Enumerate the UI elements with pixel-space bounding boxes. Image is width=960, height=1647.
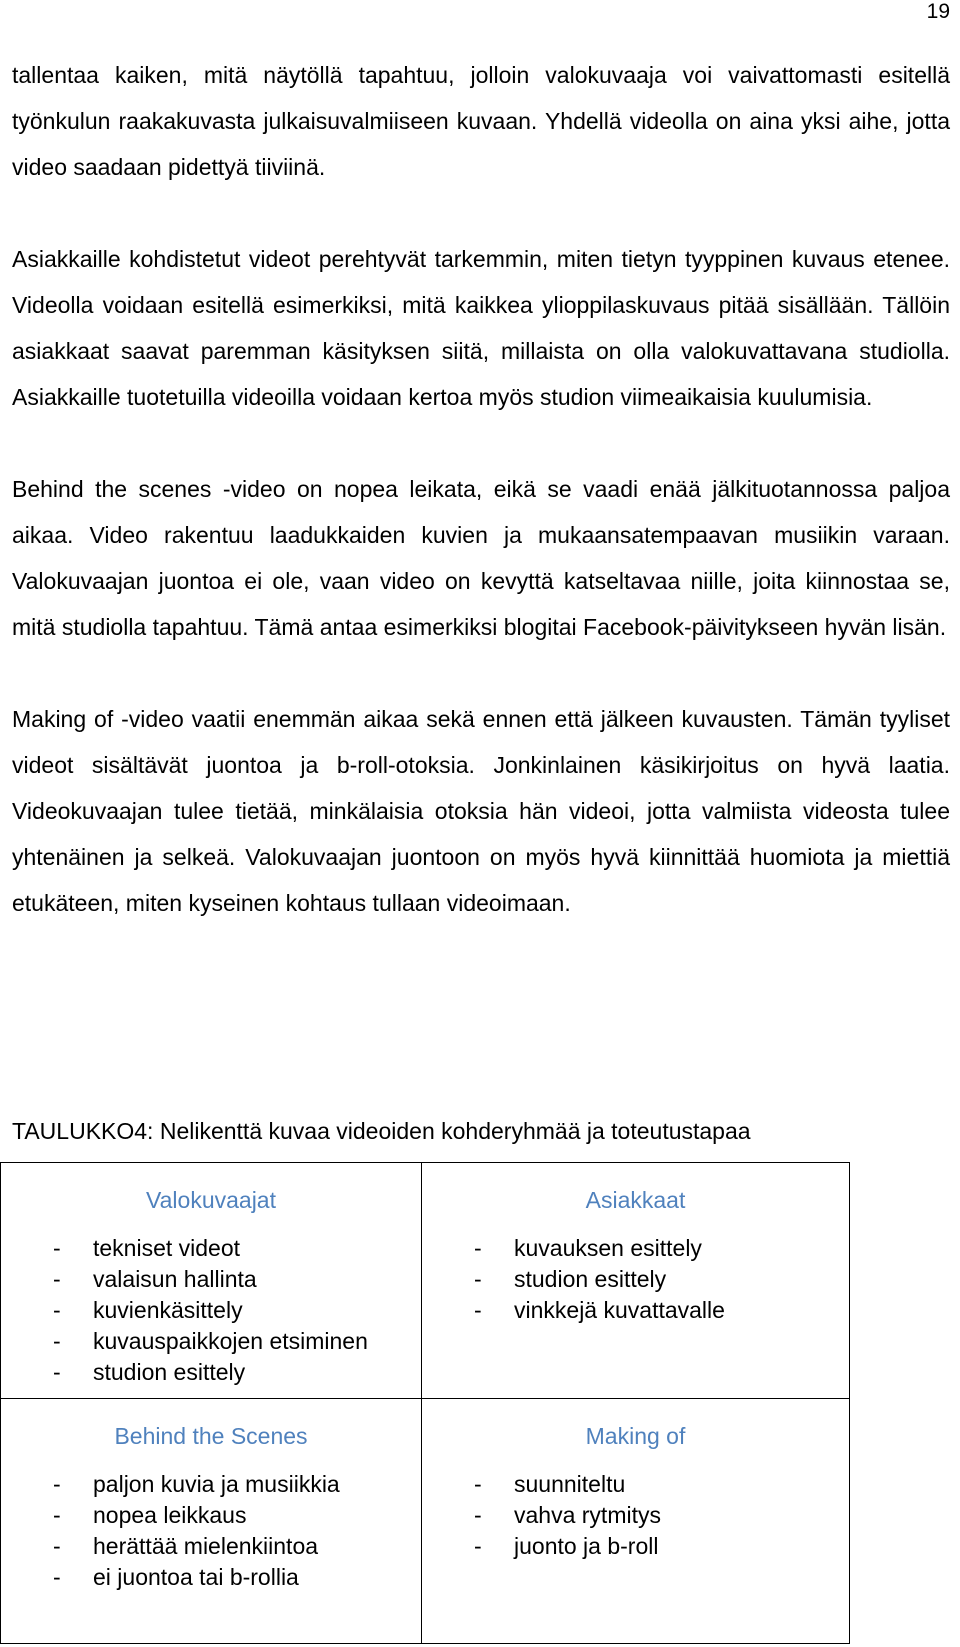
quadrant-table (0, 1162, 850, 1644)
list-item: - ei juontoa tai b-rollia (53, 1564, 299, 1590)
list-item: - kuvienkäsittely (53, 1297, 243, 1323)
list-item: - studion esittely (474, 1266, 667, 1292)
cell-behind-the-scenes (1, 1399, 422, 1644)
list-item: - tekniset videot (53, 1235, 241, 1261)
list-item: - valaisun hallinta (53, 1266, 257, 1292)
cell-heading-photographers: Valokuvaajat (146, 1187, 276, 1213)
paragraph-2: Asiakkaille kohdistetut videot perehtyvät tarkemmin, miten tietyn tyyppinen kuvaus etenee. Videolla voidaan esitellä esimerkiksi, mitä kaikkea ylioppilaskuvaus pitää sisällään. Tällöin asiakkaat saavat paremman käsityksen siitä, millaista on olla valokuvattavana studiolla. Asiakkaille tuotetuilla videoilla voidaan kertoa myös studion viimeaikaisia kuulumisia. (12, 246, 950, 410)
list-item: - vinkkejä kuvattavalle (474, 1297, 725, 1323)
cell-list-behind-the-scenes (1, 1469, 421, 1593)
paragraph-4: Making of -video vaatii enemmän aikaa sekä ennen että jälkeen kuvausten. Tämän tyyliset videot sisältävät juontoa ja b-roll-otoksia. Jonkinlainen käsikirjoitus on hyvä laatia. Videokuvaajan tulee tietää, minkälaisia otoksia hän videoi, jotta valmiista videosta tulee yhtenäinen ja selkeä. Valokuvaajan juontoon on myös hyvä kiinnittää huomiota ja miettiä etukäteen, miten kyseinen kohtaus tullaan videoimaan. (12, 706, 950, 916)
cell-list-customers (422, 1233, 849, 1326)
cell-heading-customers: Asiakkaat (585, 1187, 686, 1213)
cell-list-making-of (422, 1469, 849, 1562)
body-text (12, 52, 950, 974)
cell-heading-making-of: Making of (585, 1423, 686, 1449)
cell-list-photographers (1, 1233, 421, 1388)
paragraph-1: tallentaa kaiken, mitä näytöllä tapahtuu, jolloin valokuvaaja voi vaivattomasti esitellä työnkulun raakakuvasta julkaisuvalmiiseen kuvaan. Yhdellä videolla on aina yksi aihe, jotta video saadaan pidettyä tiiviinä. (12, 62, 950, 180)
cell-making-of (422, 1399, 850, 1644)
table-caption: TAULUKKO4: Nelikenttä kuvaa videoiden kohderyhmää ja toteutustapaa (12, 1118, 751, 1144)
list-item: - nopea leikkaus (53, 1502, 247, 1528)
list-item: - kuvauspaikkojen etsiminen (53, 1328, 368, 1354)
cell-customers (422, 1163, 850, 1399)
list-item: - kuvauksen esittely (474, 1235, 702, 1261)
list-item: - herättää mielenkiintoa (53, 1533, 319, 1559)
list-item: - studion esittely (53, 1359, 246, 1385)
list-item: - juonto ja b-roll (474, 1533, 659, 1559)
page-number: 19 (926, 0, 950, 23)
list-item: - vahva rytmitys (474, 1502, 661, 1528)
cell-heading-behind-the-scenes: Behind the Scenes (114, 1423, 308, 1449)
paragraph-3: Behind the scenes -video on nopea leikata, eikä se vaadi enää jälkituotannossa paljoa aikaa. Video rakentuu laadukkaiden kuvien ja mukaansatempaavan musiikin varaan. Valokuvaajan juontoa ei ole, vaan video on kevyttä katseltavaa niille, joita kiinnostaa se, mitä studiolla tapahtuu. Tämä antaa esimerkiksi blogitai Facebook-päivitykseen hyvän lisän. (12, 476, 950, 640)
cell-photographers (1, 1163, 422, 1399)
list-item: - suunniteltu (474, 1471, 626, 1497)
list-item: - paljon kuvia ja musiikkia (53, 1471, 340, 1497)
